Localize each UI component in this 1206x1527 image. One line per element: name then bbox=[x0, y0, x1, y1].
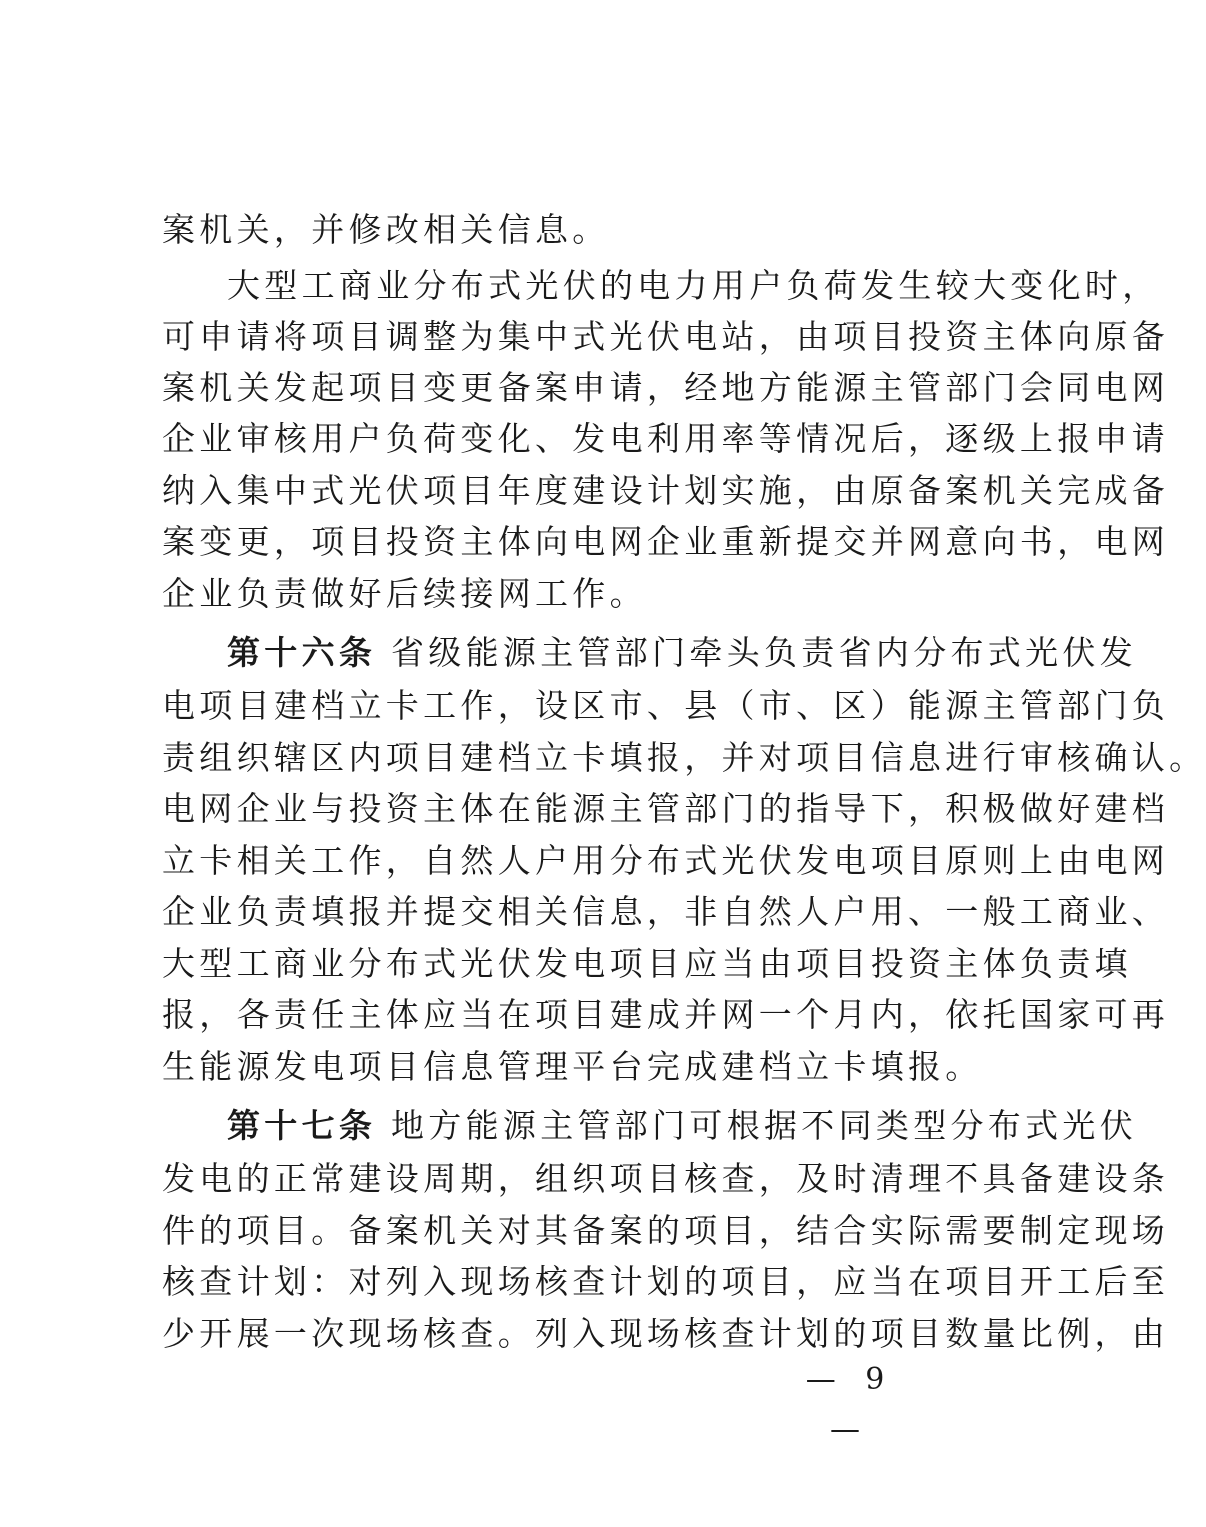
text-line: 电项目建档立卡工作，设区市、县（市、区）能源主管部门负 bbox=[162, 686, 1170, 725]
article-17-line bbox=[227, 1096, 1137, 1156]
text-span: 省级能源主管部门牵头负责省内分布式光伏发 bbox=[391, 633, 1137, 672]
article-17-title: 第十七条 bbox=[227, 1106, 377, 1145]
text-line: 核查计划：对列入现场核查计划的项目，应当在项目开工后至 bbox=[162, 1262, 1170, 1301]
text-line: 企业审核用户负荷变化、发电利用率等情况后，逐级上报申请 bbox=[162, 419, 1170, 458]
text-line: 报，各责任主体应当在项目建成并网一个月内，依托国家可再 bbox=[162, 995, 1170, 1034]
article-16-title: 第十六条 bbox=[227, 633, 377, 672]
text-span: 地方能源主管部门可根据不同类型分布式光伏 bbox=[391, 1106, 1137, 1145]
text-line: 少开展一次现场核查。列入现场核查计划的项目数量比例，由 bbox=[162, 1314, 1170, 1353]
text-line: 纳入集中式光伏项目年度建设计划实施，由原备案机关完成备 bbox=[162, 471, 1170, 510]
text-line: 可申请将项目调整为集中式光伏电站，由项目投资主体向原备 bbox=[162, 317, 1170, 356]
text-line: 大型工商业分布式光伏的电力用户负荷发生较大变化时， bbox=[227, 266, 1160, 305]
text-line: 企业负责填报并提交相关信息，非自然人户用、一般工商业、 bbox=[162, 892, 1170, 931]
text-line: 电网企业与投资主体在能源主管部门的指导下，积极做好建档 bbox=[162, 789, 1170, 828]
text-line: 责组织辖区内项目建档立卡填报，并对项目信息进行审核确认。 bbox=[162, 738, 1206, 777]
text-line: 件的项目。备案机关对其备案的项目，结合实际需要制定现场 bbox=[162, 1211, 1170, 1250]
text-line: 大型工商业分布式光伏发电项目应当由项目投资主体负责填 bbox=[162, 944, 1132, 983]
text-line: 案机关，并修改相关信息。 bbox=[162, 210, 610, 249]
article-16-line bbox=[227, 623, 1137, 683]
text-line: 立卡相关工作，自然人户用分布式光伏发电项目原则上由电网 bbox=[162, 841, 1170, 880]
text-line: 案变更，项目投资主体向电网企业重新提交并网意向书，电网 bbox=[162, 522, 1170, 561]
page-number: — 9 — bbox=[805, 1362, 895, 1447]
text-line: 发电的正常建设周期，组织项目核查，及时清理不具备建设条 bbox=[162, 1159, 1170, 1198]
text-line: 案机关发起项目变更备案申请，经地方能源主管部门会同电网 bbox=[162, 368, 1170, 407]
text-line: 企业负责做好后续接网工作。 bbox=[162, 574, 647, 613]
text-line: 生能源发电项目信息管理平台完成建档立卡填报。 bbox=[162, 1047, 983, 1086]
